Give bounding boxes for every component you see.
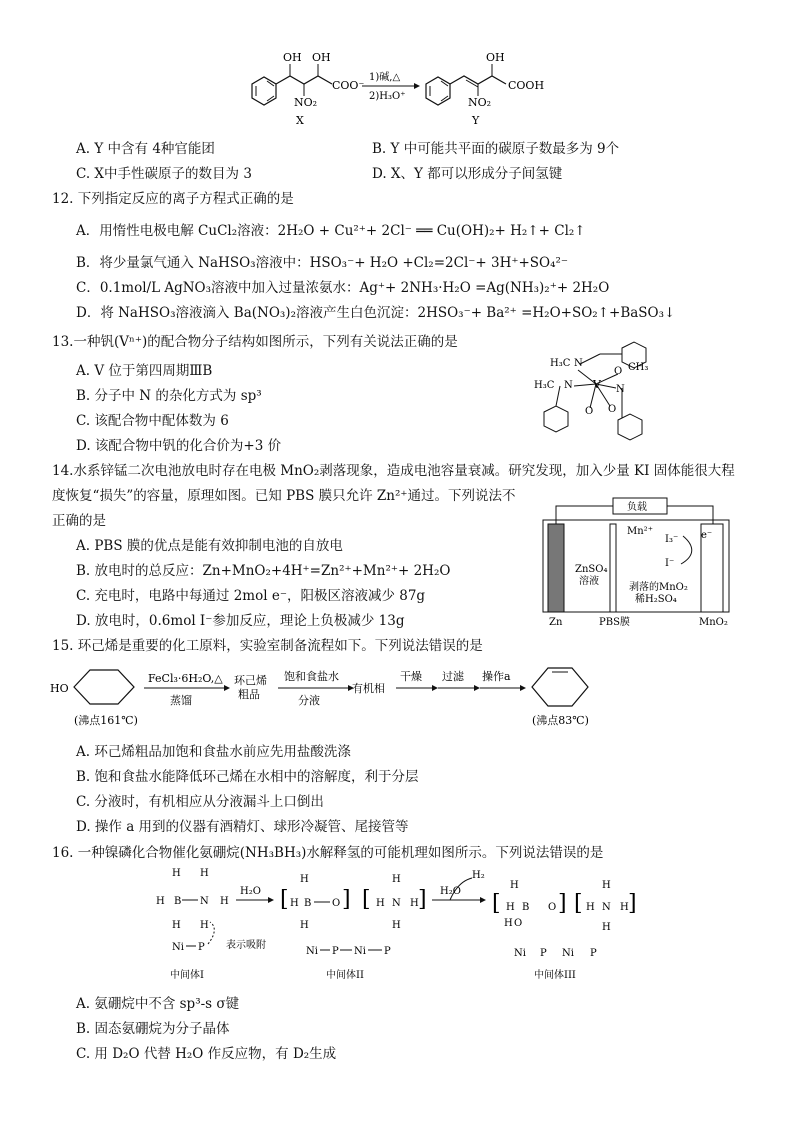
q11-reaction-scheme: [232, 44, 572, 128]
h-4: H: [220, 896, 229, 907]
zn-label: Zn: [549, 617, 563, 628]
q14-option-d: D. 放电时，0.6mol I⁻参加反应，理论上负极减少 13g: [76, 613, 405, 629]
znso4-label: ZnSO₄: [575, 564, 608, 575]
bp2-label: (沸点83℃): [532, 714, 589, 727]
q16-mechanism-diagram: [150, 864, 650, 986]
q14-stem-line2: 度恢复“损失”的容量，原理如图。已知 PBS 膜只允许 Zn²⁺通过。下列说法不: [52, 488, 516, 504]
p-1: P: [198, 942, 205, 953]
svg-text:[: [: [492, 891, 501, 916]
q14-option-c: C. 充电时，电路中每通过 2mol e⁻，阳极区溶液减少 87g: [76, 588, 426, 604]
q15-option-c: C. 分液时，有机相应从分液漏斗上口倒出: [76, 794, 324, 810]
q15-option-a: A. 环己烯粗品加饱和食盐水前应先用盐酸洗涤: [76, 744, 351, 760]
step2-bottom: 分液: [298, 694, 320, 707]
organic-label: 有机相: [352, 682, 385, 695]
q12-stem: 12. 下列指定反应的离子方程式正确的是: [52, 191, 294, 207]
h-5: H: [172, 920, 181, 931]
dilute-acid-label: 稀H₂SO₄: [635, 594, 677, 605]
p-3: P: [384, 946, 391, 957]
q11-option-c: C. X中手性碳原子的数目为 3: [76, 166, 252, 182]
ch3-right: CH₃: [628, 362, 649, 373]
b-3: B: [522, 902, 530, 913]
ho-label: HO: [50, 682, 69, 695]
ni-5: Ni: [562, 948, 574, 959]
q13-option-d: D. 该配合物中钒的化合价为+3 价: [76, 438, 282, 454]
o-1: O: [332, 898, 341, 909]
x-oh1: OH: [283, 51, 302, 64]
n-right: N: [616, 384, 625, 395]
h3c-top: H₃C: [550, 358, 571, 369]
peel-label: 剥落的MnO₂: [629, 582, 688, 593]
q16-option-a: A. 氨硼烷中不含 sp³-s σ键: [76, 996, 240, 1012]
q12-option-a: A．用惰性电极电解 CuCl₂溶液：2H₂O + Cu²⁺+ 2Cl⁻ ══ Cu(OH)₂+ H₂↑+ Cl₂↑: [76, 223, 586, 239]
h-18: H: [620, 902, 629, 913]
b-2: B: [304, 898, 312, 909]
q13-option-c: C. 该配合物中配体数为 6: [76, 413, 229, 429]
q16-option-c: C. 用 D₂O 代替 H₂O 作反应物，有 D₂生成: [76, 1046, 337, 1062]
x-no2: NO₂: [294, 96, 318, 109]
cond1: 1)碱,△: [369, 72, 401, 83]
h-1: H: [172, 868, 181, 879]
int1-label: 中间体I: [170, 970, 204, 981]
h-9: H: [300, 920, 309, 931]
q15-stem: 15. 环己烯是重要的化工原料，实验室制备流程如下。下列说法错误的是: [52, 638, 483, 654]
p-4: P: [540, 948, 547, 959]
h-12: H: [392, 874, 401, 885]
q14-battery-diagram: [535, 494, 740, 628]
filter-label: 过滤: [442, 670, 464, 683]
x-oh2: OH: [312, 51, 331, 64]
q11-option-b: B. Y 中可能共平面的碳原子数最多为 9个: [372, 141, 620, 157]
h-13: H: [392, 920, 401, 931]
q13-option-b: B. 分子中 N 的杂化方式为 sp³: [76, 388, 262, 404]
h-11: H: [410, 898, 419, 909]
svg-text:]: ]: [628, 891, 637, 916]
n-2: N: [392, 898, 401, 909]
y-cooh: COOH: [508, 79, 545, 92]
q11-option-a: A. Y 中含有 4种官能团: [76, 141, 215, 157]
b-1: B: [174, 896, 182, 907]
h-10: H: [376, 898, 385, 909]
h2o-label-2: H₂O: [440, 886, 461, 897]
h-7: H: [300, 874, 309, 885]
h-2: H: [200, 868, 209, 879]
mn2-label: Mn²⁺: [627, 526, 653, 537]
q14-stem-line3: 正确的是: [52, 513, 106, 529]
ni-2: Ni: [306, 946, 318, 957]
y-oh: OH: [486, 51, 505, 64]
q14-option-b: B. 放电时的总反应：Zn+MnO₂+4H⁺=Zn²⁺+Mn²⁺+ 2H₂O: [76, 563, 451, 579]
ni-4: Ni: [514, 948, 526, 959]
q14-option-a: A. PBS 膜的优点是能有效抑制电池的自放电: [76, 538, 343, 554]
n-left: N: [564, 380, 573, 391]
int2-label: 中间体II: [326, 970, 364, 981]
o-3: O: [514, 918, 523, 929]
p-2: P: [332, 946, 339, 957]
q15-option-d: D. 操作 a 用到的仪器有酒精灯、球形冷凝管、尾接管等: [76, 819, 409, 835]
v-center: V: [593, 378, 601, 391]
q13-vanadium-complex-structure: [530, 340, 670, 446]
q12-option-c: C．0.1mol/L AgNO₃溶液中加入过量浓氨水：Ag⁺+ 2NH₃·H₂O =Ag(NH₃)₂⁺+ 2H₂O: [76, 280, 610, 296]
h-3: H: [156, 896, 165, 907]
svg-text:[: [: [362, 887, 371, 912]
step2-top: 饱和食盐水: [284, 670, 339, 683]
h-15: H: [506, 902, 515, 913]
h-20: H: [602, 922, 611, 933]
h3c-left: H₃C: [534, 380, 555, 391]
i3-label: I₃⁻: [665, 534, 679, 545]
q16-stem: 16. 一种镍磷化合物催化氨硼烷(NH₃BH₃)水解释氢的可能机理如图所示。下列说法错误的是: [52, 845, 604, 861]
h-8: H: [290, 898, 299, 909]
h-6: H: [200, 920, 209, 931]
ni-3: Ni: [354, 946, 366, 957]
h-14: H: [510, 880, 519, 891]
q13-stem: 13.一种钒(Vⁿ⁺)的配合物分子结构如图所示，下列有关说法正确的是: [52, 334, 458, 350]
q12-option-d: D．将 NaHSO₃溶液滴入 Ba(NO₃)₂溶液产生白色沉淀：2HSO₃⁻+ Ba²⁺ =H₂O+SO₂↑+BaSO₃↓: [76, 305, 676, 321]
crude-label1: 环己烯: [234, 674, 267, 687]
n-top: N: [574, 358, 583, 369]
svg-text:[: [: [280, 887, 289, 912]
dry-label: 干燥: [400, 670, 422, 683]
svg-text:]: ]: [342, 887, 351, 912]
n-3: N: [602, 902, 611, 913]
h-19: H: [602, 880, 611, 891]
p-5: P: [590, 948, 597, 959]
q12-option-b: B．将少量氯气通入 NaHSO₃溶液中：HSO₃⁻+ H₂O +Cl₂=2Cl⁻+ 3H⁺+SO₄²⁻: [76, 255, 569, 271]
i-label: I⁻: [665, 558, 675, 569]
q11-option-d: D. X、Y 都可以形成分子间氢键: [372, 166, 563, 182]
ni-1: Ni: [172, 942, 184, 953]
label-x: X: [296, 114, 304, 127]
h2o-label-1: H₂O: [240, 886, 261, 897]
op-label: 操作a: [482, 670, 511, 683]
h-16: H: [504, 918, 513, 929]
x-coo: COO⁻: [332, 79, 365, 92]
o-top: O: [614, 366, 623, 377]
bp1-label: (沸点161℃): [74, 714, 138, 727]
n-1: N: [200, 896, 209, 907]
o-bottom2: O: [608, 404, 617, 415]
load-label: 负载: [627, 502, 647, 513]
svg-text:[: [: [574, 891, 583, 916]
label-y: Y: [472, 114, 480, 127]
cond2: 2)H₃O⁺: [369, 91, 406, 102]
y-no2: NO₂: [468, 96, 492, 109]
mno2-label: MnO₂: [699, 617, 728, 628]
step1-top: FeCl₃·6H₂O,△: [148, 672, 223, 685]
q15-option-b: B. 饱和食盐水能降低环己烯在水相中的溶解度，利于分层: [76, 769, 419, 785]
solution-label: 溶液: [579, 576, 599, 587]
h2-label: H₂: [472, 870, 485, 881]
q14-stem-line1: 14.水系锌锰二次电池放电时存在电极 MnO₂剥落现象，造成电池容量衰减。研究发现，加入少量 KI 固体能很大程: [52, 463, 735, 479]
h-17: H: [586, 902, 595, 913]
int3-label: 中间体III: [534, 970, 576, 981]
pbs-label: PBS膜: [599, 617, 630, 628]
o-2: O: [548, 902, 557, 913]
step1-bottom: 蒸馏: [170, 694, 192, 707]
q16-option-b: B. 固态氨硼烷为分子晶体: [76, 1021, 230, 1037]
q13-option-a: A. V 位于第四周期ⅢB: [76, 363, 213, 379]
crude-label2: 粗品: [238, 688, 260, 701]
adsorb-label: 表示吸附: [226, 940, 266, 951]
svg-text:]: ]: [418, 887, 427, 912]
o-bottom1: O: [585, 406, 594, 417]
svg-text:]: ]: [558, 891, 567, 916]
q15-flow-diagram: [48, 656, 608, 732]
e-label: e⁻: [701, 530, 713, 541]
